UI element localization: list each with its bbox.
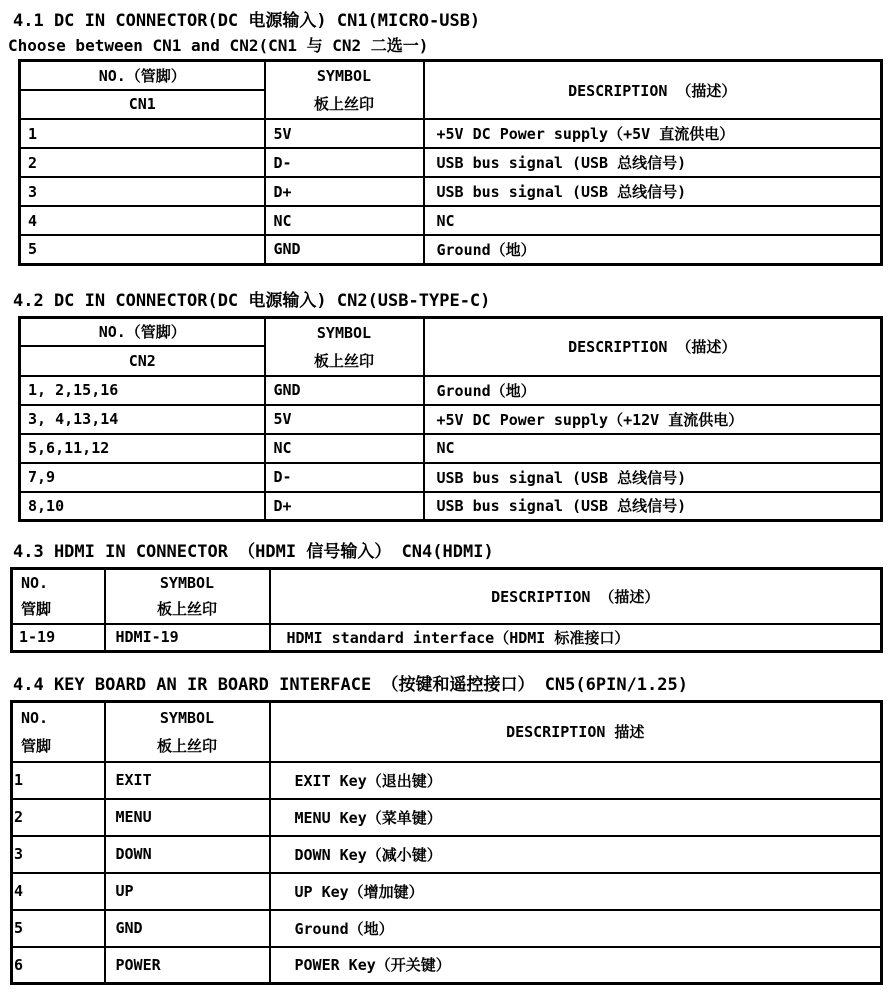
pin-table-cn5 — [10, 700, 883, 985]
table-row — [12, 762, 882, 799]
col-header-no — [12, 702, 105, 762]
section-dc-in-cn2 — [8, 290, 883, 523]
cell-description: Ground（地） — [424, 376, 882, 405]
cell-symbol: EXIT — [105, 762, 270, 799]
table-row — [20, 148, 882, 177]
section-title: 4.4 KEY BOARD AN IR BOARD INTERFACE （按键和遥控接口） CN5(6PIN/1.25) — [13, 675, 688, 695]
cell-description: EXIT Key（退出键） — [270, 762, 882, 799]
cell-no: 5 — [20, 235, 265, 264]
cell-symbol: D- — [265, 148, 424, 177]
cell-symbol: D+ — [265, 492, 424, 521]
cell-description: Ground（地） — [270, 910, 882, 947]
cell-no: 8,10 — [20, 492, 265, 521]
header-row — [12, 702, 882, 762]
cell-symbol: POWER — [105, 947, 270, 984]
col-header-no — [12, 569, 105, 624]
col-header-symbol-cn: 板上丝印 — [156, 736, 217, 755]
table-row — [20, 177, 882, 206]
col-header-description: DESCRIPTION （描述） — [424, 61, 882, 120]
col-header-symbol-en: SYMBOL — [316, 323, 372, 342]
header-row — [20, 61, 882, 90]
cell-description: USB bus signal (USB 总线信号) — [424, 148, 882, 177]
cell-symbol: HDMI-19 — [105, 624, 270, 652]
col-header-connector: CN2 — [20, 346, 265, 375]
cell-no: 5,6,11,12 — [20, 434, 265, 463]
cell-description: USB bus signal (USB 总线信号) — [424, 177, 882, 206]
table-row — [12, 799, 882, 836]
table-row — [20, 434, 882, 463]
col-header-description: DESCRIPTION （描述） — [424, 317, 882, 376]
section-hdmi-in-cn4 — [8, 541, 883, 653]
table-row — [20, 235, 882, 264]
col-header-symbol-en: SYMBOL — [316, 67, 372, 85]
cell-symbol: UP — [105, 873, 270, 910]
col-header-no: NO.（管脚） — [20, 61, 265, 90]
cell-symbol: GND — [265, 235, 424, 264]
cell-no: 3, 4,13,14 — [20, 405, 265, 434]
col-header-no-en: NO. — [21, 708, 49, 727]
cell-no: 1, 2,15,16 — [20, 376, 265, 405]
col-header-symbol — [105, 702, 270, 762]
section-keyboard-ir-cn5 — [8, 674, 883, 985]
col-header-description: DESCRIPTION 描述 — [270, 702, 882, 762]
section-note: Choose between CN1 and CN2(CN1 与 CN2 二选一) — [8, 36, 429, 55]
cell-no: 5 — [12, 910, 105, 947]
cell-symbol: 5V — [265, 119, 424, 148]
col-header-symbol — [265, 317, 424, 376]
col-header-symbol-en: SYMBOL — [159, 708, 215, 727]
cell-description: POWER Key（开关键） — [270, 947, 882, 984]
table-row — [12, 624, 882, 652]
cell-no: 6 — [12, 947, 105, 984]
cell-description: NC — [424, 434, 882, 463]
cell-description: +5V DC Power supply（+12V 直流供电） — [424, 405, 882, 434]
col-header-symbol — [265, 61, 424, 120]
table-row — [20, 376, 882, 405]
cell-symbol: GND — [105, 910, 270, 947]
cell-no: 7,9 — [20, 463, 265, 492]
cell-no: 3 — [12, 836, 105, 873]
section-dc-in-cn1 — [8, 10, 883, 266]
col-header-no-cn: 管脚 — [21, 600, 52, 619]
cell-description: USB bus signal (USB 总线信号) — [424, 463, 882, 492]
table-row — [20, 492, 882, 521]
section-title: 4.1 DC IN CONNECTOR(DC 电源输入) CN1(MICRO-USB) — [13, 11, 481, 31]
table-row — [20, 119, 882, 148]
table-row — [20, 405, 882, 434]
table-row — [20, 463, 882, 492]
col-header-symbol-cn: 板上丝印 — [313, 351, 374, 370]
cell-description: +5V DC Power supply（+5V 直流供电） — [424, 119, 882, 148]
cell-no: 2 — [20, 148, 265, 177]
cell-symbol: MENU — [105, 799, 270, 836]
cell-description: Ground（地） — [424, 235, 882, 264]
section-title: 4.2 DC IN CONNECTOR(DC 电源输入) CN2(USB-TYPE-C) — [13, 290, 491, 311]
header-row — [20, 317, 882, 346]
table-row — [12, 947, 882, 984]
table-row — [12, 873, 882, 910]
col-header-symbol-cn: 板上丝印 — [156, 600, 217, 619]
table-row — [12, 910, 882, 947]
col-header-connector: CN1 — [20, 90, 265, 119]
cell-symbol: DOWN — [105, 836, 270, 873]
col-header-symbol-en: SYMBOL — [159, 574, 215, 593]
table-row — [12, 836, 882, 873]
cell-description: HDMI standard interface（HDMI 标准接口） — [270, 624, 882, 652]
pin-table-cn4 — [10, 567, 883, 653]
cell-description: DOWN Key（减小键） — [270, 836, 882, 873]
table-row — [20, 206, 882, 235]
col-header-no-en: NO. — [21, 574, 49, 593]
col-header-no-cn: 管脚 — [21, 736, 52, 755]
cell-description: MENU Key（菜单键） — [270, 799, 882, 836]
cell-symbol: D- — [265, 463, 424, 492]
cell-symbol: 5V — [265, 405, 424, 434]
cell-symbol: GND — [265, 376, 424, 405]
header-row — [12, 569, 882, 624]
cell-symbol: NC — [265, 206, 424, 235]
cell-symbol: D+ — [265, 177, 424, 206]
cell-no: 2 — [12, 799, 105, 836]
cell-description: UP Key（增加键） — [270, 873, 882, 910]
pin-table-cn1 — [18, 59, 883, 266]
col-header-description: DESCRIPTION （描述） — [270, 569, 882, 624]
col-header-symbol-cn: 板上丝印 — [313, 95, 374, 113]
col-header-no: NO.（管脚） — [20, 317, 265, 346]
section-title: 4.3 HDMI IN CONNECTOR （HDMI 信号输入） CN4(HDMI) — [13, 542, 494, 562]
cell-no: 4 — [12, 873, 105, 910]
cell-description: NC — [424, 206, 882, 235]
pin-table-cn2 — [18, 316, 883, 523]
cell-no: 1 — [20, 119, 265, 148]
col-header-symbol — [105, 569, 270, 624]
cell-no: 3 — [20, 177, 265, 206]
cell-no: 1-19 — [12, 624, 105, 652]
cell-symbol: NC — [265, 434, 424, 463]
cell-description: USB bus signal (USB 总线信号) — [424, 492, 882, 521]
cell-no: 1 — [12, 762, 105, 799]
cell-no: 4 — [20, 206, 265, 235]
